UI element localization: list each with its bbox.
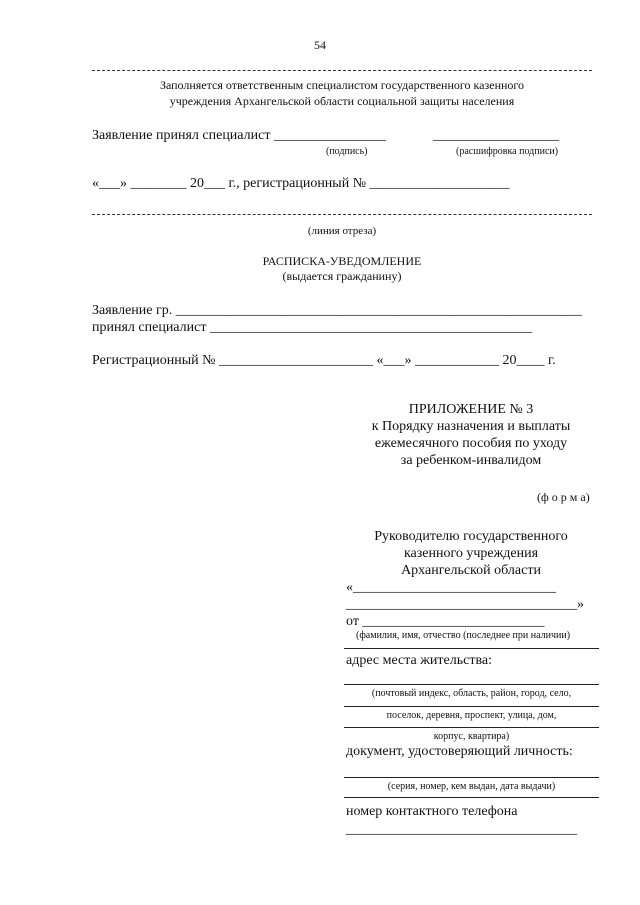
top-dashed-line	[92, 70, 592, 71]
address-caption1: (почтовый индекс, область, район, город, село,	[371, 688, 572, 699]
receipt-subtitle: (выдается гражданину)	[282, 269, 402, 283]
decoding-signature-line: __________________	[433, 128, 559, 143]
address-caption3: корпус, квартира)	[433, 731, 510, 742]
date-registration-line: «___» ________ 20___ г., регистрационный № ____________________	[92, 176, 510, 191]
id-document-label: документ, удостоверяющий личность:	[346, 744, 573, 759]
phone-line: _________________________________	[346, 822, 577, 837]
fio-caption: (фамилия, имя, отчество (последнее при наличии)	[356, 630, 571, 641]
addressee-line3: Архангельской области	[401, 563, 541, 578]
addressee-line2: казенного учреждения	[403, 546, 539, 561]
address-caption2: поселок, деревня, проспект, улица, дом,	[386, 710, 557, 721]
signature-caption: (подпись)	[326, 146, 368, 157]
fio-rule	[344, 648, 599, 649]
appendix-line3: ежемесячного пособия по уходу	[374, 436, 568, 451]
appendix-line4: за ребенком-инвалидом	[400, 453, 542, 468]
address-label: адрес места жительства:	[346, 653, 492, 668]
receipt-applicant-line: Заявление гр. __________________________________________________________	[92, 303, 582, 318]
addressee-line1: Руководителю государственного	[374, 529, 568, 544]
accepted-by-specialist: Заявление принял специалист ________________	[92, 128, 386, 143]
receipt-specialist-line: принял специалист ______________________________________________	[92, 320, 532, 335]
receipt-registration-line: Регистрационный № ______________________ «___» ____________ 20____ г.	[92, 353, 556, 368]
decoding-caption: (расшифровка подписи)	[456, 146, 559, 157]
addressee-line4: «_____________________________	[346, 580, 556, 595]
appendix-title: ПРИЛОЖЕНИЕ № 3	[408, 402, 534, 417]
id-document-rule	[344, 777, 599, 778]
from-line: от __________________________	[346, 614, 545, 629]
form-label: (ф о р м а)	[537, 490, 590, 504]
addressee-line5: _________________________________»	[346, 597, 584, 612]
page-number: 54	[314, 38, 326, 52]
address-rule-2	[344, 706, 599, 707]
appendix-line2: к Порядку назначения и выплаты	[371, 419, 571, 434]
specialist-note-line2: учреждения Архангельской области социальной защиты населения	[169, 94, 515, 108]
phone-label: номер контактного телефона	[346, 804, 518, 819]
receipt-title: РАСПИСКА-УВЕДОМЛЕНИЕ	[262, 254, 422, 268]
specialist-note-line1: Заполняется ответственным специалистом государственного казенного	[159, 78, 525, 92]
id-document-caption: (серия, номер, кем выдан, дата выдачи)	[387, 781, 556, 792]
id-document-rule-2	[344, 797, 599, 798]
address-rule-3	[344, 727, 599, 728]
address-rule-1	[344, 684, 599, 685]
cut-dashed-line	[92, 214, 592, 215]
cut-line-caption: (линия отреза)	[307, 225, 377, 237]
